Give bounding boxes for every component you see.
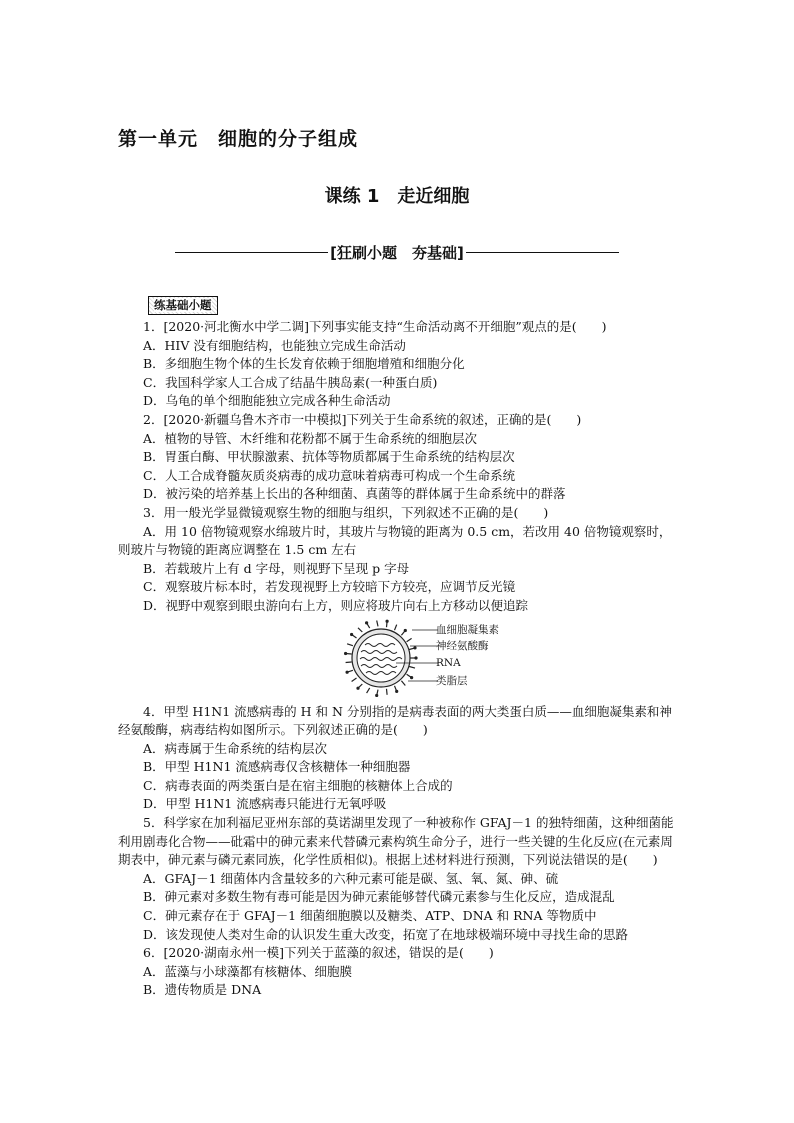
q5-option-a: A．GFAJ－1 细菌体内含量较多的六种元素可能是碳、氢、氧、氮、砷、硫 (143, 870, 559, 886)
question-list (118, 318, 678, 1000)
q1-option-d: D．乌龟的单个细胞能独立完成各种生命活动 (143, 393, 391, 409)
banner-text: [狂刷小题 夯基础] (330, 244, 464, 262)
q1-option-a: A．HIV 没有细胞结构，也能独立完成生命活动 (143, 337, 406, 353)
q2-option-b: B．胃蛋白酶、甲状腺激素、抗体等物质都属于生命系统的结构层次 (143, 449, 515, 465)
banner-rule-left (175, 252, 328, 253)
question-6-stem: 6．[2020·湖南永州一模]下列关于蓝藻的叙述，错误的是( ) (143, 945, 494, 961)
section-tag (148, 296, 218, 315)
q3-option-c: C．观察玻片标本时，若发现视野上方较暗下方较亮，应调节反光镜 (143, 579, 516, 595)
q4-option-d: D．甲型 H1N1 流感病毒只能进行无氧呼吸 (143, 796, 387, 812)
q3-option-b: B．若载玻片上有 d 字母，则视野下呈现 p 字母 (143, 560, 410, 576)
label-neuraminidase: 神经氨酸酶 (436, 639, 489, 652)
unit-title: 第一单元 细胞的分子组成 (118, 128, 359, 150)
q6-option-b: B．遗传物质是 DNA (143, 982, 262, 998)
q2-option-d: D．被污染的培养基上长出的各种细菌、真菌等的群体属于生命系统中的群落 (143, 486, 566, 502)
question-4-stem: 4．甲型 H1N1 流感病毒的 H 和 N 分别指的是病毒表面的两大类蛋白质——血细胞凝集素和神经氨酸酶，病毒结构如图所示。下列叙述正确的是( ) (118, 703, 672, 738)
section-banner (175, 242, 619, 263)
label-lipid-layer: 类脂层 (436, 674, 468, 687)
banner-rule-right (466, 252, 619, 253)
q4-option-c: C．病毒表面的两类蛋白是在宿主细胞的核糖体上合成的 (143, 777, 453, 793)
question-2-stem: 2．[2020·新疆乌鲁木齐市一中模拟]下列关于生命系统的叙述，正确的是( ) (143, 411, 582, 427)
q3-option-d: D．视野中观察到眼虫游向右上方，则应将玻片向右上方移动以便追踪 (143, 597, 529, 613)
lesson-title: 课练 1 走近细胞 (324, 186, 470, 207)
q4-option-b: B．甲型 H1N1 流感病毒仅含核糖体一种细胞器 (143, 759, 411, 775)
question-3-stem: 3．用一般光学显微镜观察生物的细胞与组织，下列叙述不正确的是( ) (143, 504, 549, 520)
label-hemagglutinin: 血细胞凝集素 (436, 623, 499, 636)
q3-option-a: A．用 10 倍物镜观察水绵玻片时，其玻片与物镜的距离为 0.5 cm，若改用 40 倍物镜观察时，则玻片与物镜的距离应调整在 1.5 cm 左右 (118, 523, 672, 558)
q4-option-a: A．病毒属于生命系统的结构层次 (143, 740, 328, 756)
q6-option-a: A．蓝藻与小球藻都有核糖体、细胞膜 (143, 963, 353, 979)
q5-option-b: B．砷元素对多数生物有毒可能是因为砷元素能够替代磷元素参与生化反应，造成混乱 (143, 889, 615, 905)
virus-diagram (338, 619, 438, 697)
label-rna: RNA (436, 656, 461, 669)
q2-option-c: C．人工合成脊髓灰质炎病毒的成功意味着病毒可构成一个生命系统 (143, 467, 516, 483)
q2-option-a: A．植物的导管、木纤维和花粉都不属于生命系统的细胞层次 (143, 430, 478, 446)
q5-option-c: C．砷元素存在于 GFAJ－1 细菌细胞膜以及糖类、ATP、DNA 和 RNA 等物质中 (143, 908, 597, 924)
question-5-stem: 5．科学家在加利福尼亚州东部的莫诺湖里发现了一种被称作 GFAJ－1 的独特细菌，这种细菌能利用剧毒化合物——砒霜中的砷元素来代替磷元素构筑生命分子，进行一些关键的生化反应(在元素周期表中，砷元素与磷元素同族，化学性质相似)。根据上述材料进行预测，下列说法错误的是( ) (118, 815, 674, 868)
virus-structure-figure (118, 619, 678, 697)
q5-option-d: D．该发现使人类对生命的认识发生重大改变，拓宽了在地球极端环境中寻找生命的思路 (143, 926, 629, 942)
q1-option-b: B．多细胞生物个体的生长发育依赖于细胞增殖和细胞分化 (143, 356, 465, 372)
q1-option-c: C．我国科学家人工合成了结晶牛胰岛素(一种蛋白质) (143, 374, 438, 390)
section-tag-label: 练基础小题 (154, 298, 212, 312)
question-1-stem: 1．[2020·河北衡水中学二调]下列事实能支持“生命活动离不开细胞”观点的是( ) (143, 319, 607, 334)
